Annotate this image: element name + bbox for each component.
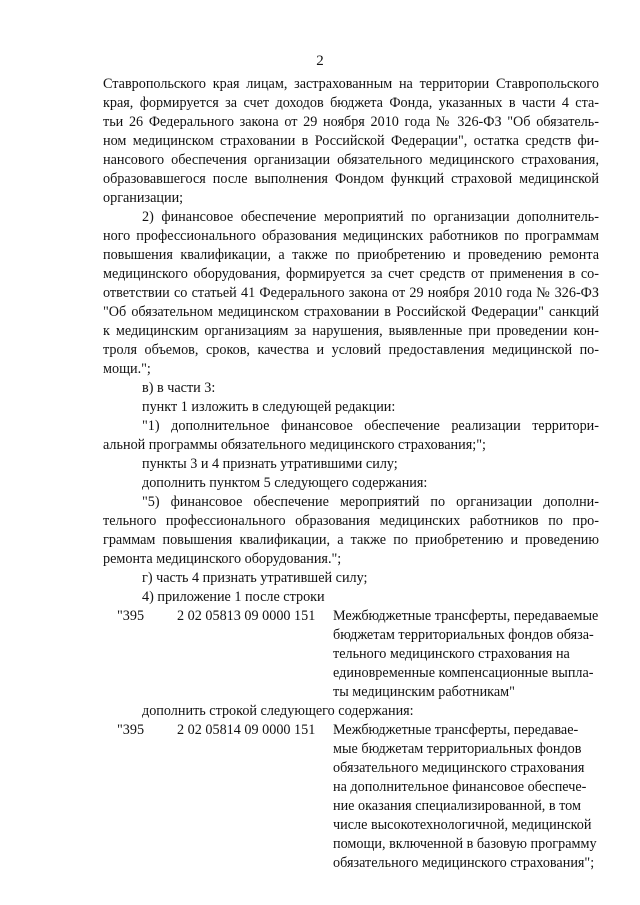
- text-line: организации;: [103, 190, 184, 206]
- text-line: г) часть 4 признать утратившей силу;: [142, 570, 368, 586]
- text-line: пункт 1 изложить в следующей редакции:: [142, 399, 396, 415]
- text-line: граммам повышения квалификации, а также по приобретению и проведению: [103, 532, 599, 548]
- text-line: края, формируется за счет доходов бюджета Фонда, указанных в части 4 ста-: [103, 95, 599, 111]
- row-kbk-code: 2 02 05814 09 0000 151: [177, 722, 316, 738]
- text-line: троля объемов, сроков, качества и условий предоставления медицинской по-: [103, 342, 599, 358]
- text-line: "Об обязательном медицинском страховании в Российской Федерации" санкций: [103, 304, 599, 320]
- text-line: ответствии со статьей 41 Федерального закона от 29 ноября 2010 года № 326-ФЗ: [103, 285, 599, 301]
- text-line: в) в части 3:: [142, 380, 216, 396]
- text-line: 4) приложение 1 после строки: [142, 589, 325, 605]
- text-line: "1) дополнительное финансовое обеспечение реализации территори-: [142, 418, 599, 434]
- text-line: альной программы обязательного медицинского страхования;";: [103, 437, 486, 453]
- row-description-line: единовременные компенсационные выпла-: [333, 665, 594, 681]
- row-description-line: ты медицинским работникам": [333, 684, 515, 700]
- text-line: тельного профессионального образования медицинских работников по про-: [103, 513, 599, 529]
- text-line: повышения квалификации, а также по приобретению и проведению ремонта: [103, 247, 599, 263]
- text-line: "5) финансовое обеспечение мероприятий по организации дополни-: [142, 494, 599, 510]
- row-description-line: ние оказания специализированной, в том: [333, 798, 581, 814]
- text-line: Ставропольского края лицам, застрахованным на территории Ставропольского: [103, 76, 599, 92]
- row-description-line: бюджетам территориальных фондов обяза-: [333, 627, 594, 643]
- row-description-line: мые бюджетам территориальных фондов: [333, 741, 582, 757]
- row-description-line: Межбюджетные трансферты, передавае-: [333, 722, 579, 738]
- row-description-line: обязательного медицинского страхования: [333, 760, 585, 776]
- text-line: пункты 3 и 4 признать утратившими силу;: [142, 456, 398, 472]
- text-line: ремонта медицинского оборудования.";: [103, 551, 342, 567]
- row-description-line: на дополнительное финансовое обеспече-: [333, 779, 587, 795]
- row-kbk-code: 2 02 05813 09 0000 151: [177, 608, 316, 624]
- text-line: дополнить пунктом 5 следующего содержания:: [142, 475, 428, 491]
- text-line: 2) финансовое обеспечение мероприятий по организации дополнитель-: [142, 209, 599, 225]
- row-description-line: обязательного медицинского страхования";: [333, 855, 595, 871]
- text-line: ного профессионального образования медицинских работников по программам: [103, 228, 599, 244]
- text-line: медицинского оборудования, формируется за счет средств от применения в со-: [103, 266, 599, 282]
- page-number: 2: [316, 53, 324, 69]
- row-description-line: помощи, включенной в базовую программу: [333, 836, 597, 852]
- row-description-line: тельного медицинского страхования на: [333, 646, 570, 662]
- text-line: дополнить строкой следующего содержания:: [142, 703, 414, 719]
- row-code: "395: [117, 608, 145, 624]
- row-description-line: Межбюджетные трансферты, передаваемые: [333, 608, 599, 624]
- text-line: ном медицинском страховании в Российской Федерации", остатка средств фи-: [103, 133, 599, 149]
- row-code: "395: [117, 722, 145, 738]
- row-description-line: числе высокотехнологичной, медицинской: [333, 817, 592, 833]
- text-line: нансового обеспечения организации обязательного медицинского страхования,: [103, 152, 599, 168]
- text-line: тьи 26 Федерального закона от 29 ноября 2010 года № 326-ФЗ "Об обязатель-: [103, 114, 599, 130]
- text-line: мощи.";: [103, 361, 151, 377]
- text-line: к медицинским организациям за нарушения, выявленные при проведении кон-: [103, 323, 599, 339]
- text-line: образовавшегося после выполнения Фондом функций страховой медицинской: [103, 171, 599, 187]
